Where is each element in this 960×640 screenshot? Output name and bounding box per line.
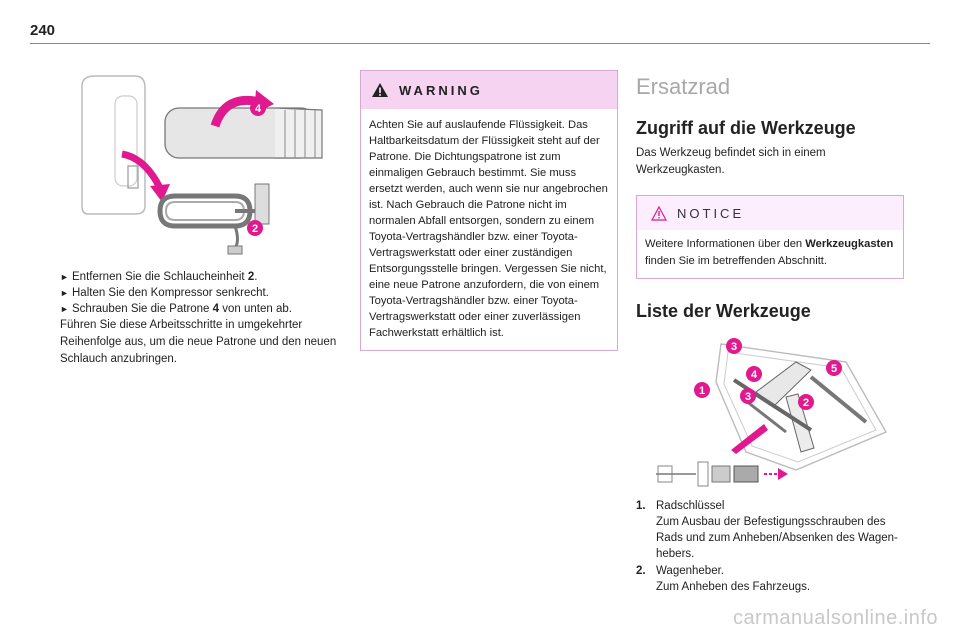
- step-item: ► Entfernen Sie die Schlaucheinheit 2.: [60, 271, 258, 283]
- section-title: Ersatzrad: [636, 74, 731, 99]
- illus-label-3b: 3: [744, 391, 752, 403]
- reverse-instructions: Führen Sie diese Arbeitsschritte in umgekehrter Reihenfolge aus, um die neue Patrone und den neuen Schlauch anzubringen.: [60, 319, 337, 365]
- column-warning: [360, 70, 618, 351]
- notice-icon: [651, 206, 667, 221]
- notice-header: [637, 196, 903, 230]
- notice-title: NOTICE: [677, 205, 745, 221]
- access-text: Das Werkzeug befindet sich in einem Werkzeugkasten.: [636, 147, 826, 176]
- tool-name: Wagenheber.: [656, 565, 724, 577]
- toolkit-drawing: [636, 322, 904, 492]
- notice-box: [636, 195, 904, 279]
- illus-label-2b: 2: [802, 397, 810, 409]
- step-list: [60, 269, 345, 317]
- warning-text: Achten Sie auf auslaufende Flüssigkeit. Das Haltbarkeitsdatum der Flüssigkeit steht auf der Patrone. Die Dichtungspatrone ist zum einmaligen Gebrauch bestimmt. Sie muss ersetzt werden, auch wenn sie nur angebrochen ist. Nach Gebrauch die Patrone nicht im normalen Abfall entsorgen, sondern zu einem Toyota-Vertragshändler bzw. einer Toyota-Vertragswerkstatt oder einer zuständigen Entsorgungsstelle bringen. Vergessen Sie nicht, eine neue Patrone anzufordern, die von einem Toyota-Vertragshändler bzw. einer Toyota-Vertragswerkstatt oder einer zuverlässigen Fachwerkstatt erhältlich ist.: [369, 119, 608, 339]
- list-item: 1. Radschlüssel Zum Ausbau der Befestigungsschrauben des Rads und zum Anheben/Absenken des Wagenhebers.: [636, 500, 898, 560]
- illus-label-3a: 3: [730, 341, 738, 353]
- triangle-bullet-icon: ►: [60, 304, 69, 314]
- warning-box: [360, 70, 618, 351]
- illus-label-4b: 4: [750, 369, 758, 381]
- heading-access-tools: Zugriff auf die Werkzeuge: [636, 118, 856, 138]
- tool-desc: Zum Anheben des Fahrzeugs.: [656, 581, 811, 593]
- list-item: 2. Wagenheber. Zum Anheben des Fahrzeugs.: [636, 565, 811, 593]
- header-rule: [30, 43, 930, 44]
- column-spare-wheel: [636, 66, 904, 596]
- triangle-bullet-icon: ►: [60, 272, 69, 282]
- warning-icon: [371, 82, 389, 98]
- page-number: 240: [30, 22, 56, 39]
- compressor-drawing: [60, 66, 345, 261]
- compressor-illustration: [60, 66, 345, 261]
- watermark: carmanualsonline.info: [732, 607, 938, 629]
- heading-tool-list: Liste der Werkzeuge: [636, 301, 811, 321]
- warning-body: [361, 109, 617, 350]
- illus-label-4: 4: [254, 103, 262, 115]
- column-compressor: [60, 66, 345, 368]
- step-item: ► Schrauben Sie die Patrone 4 von unten ab.: [60, 303, 292, 315]
- step-item: ► Halten Sie den Kompressor senkrecht.: [60, 287, 269, 299]
- triangle-bullet-icon: ►: [60, 288, 69, 298]
- tool-name: Radschlüssel: [656, 500, 725, 512]
- illus-label-2: 2: [251, 223, 259, 235]
- illus-label-5: 5: [830, 363, 838, 375]
- warning-header: [361, 71, 617, 109]
- warning-title: WARNING: [399, 82, 483, 98]
- notice-reference: Werkzeugkasten: [805, 238, 894, 250]
- tool-list: [636, 498, 904, 595]
- toolkit-illustration: [636, 322, 904, 492]
- illus-label-1: 1: [698, 385, 706, 397]
- notice-body: Weitere Informationen über den Werkzeugkasten finden Sie im betreffenden Abschnitt.: [645, 238, 894, 267]
- tool-desc: Zum Ausbau der Befestigungsschrauben des Rads und zum Anheben/Absenken des Wagenhebers.: [656, 516, 898, 560]
